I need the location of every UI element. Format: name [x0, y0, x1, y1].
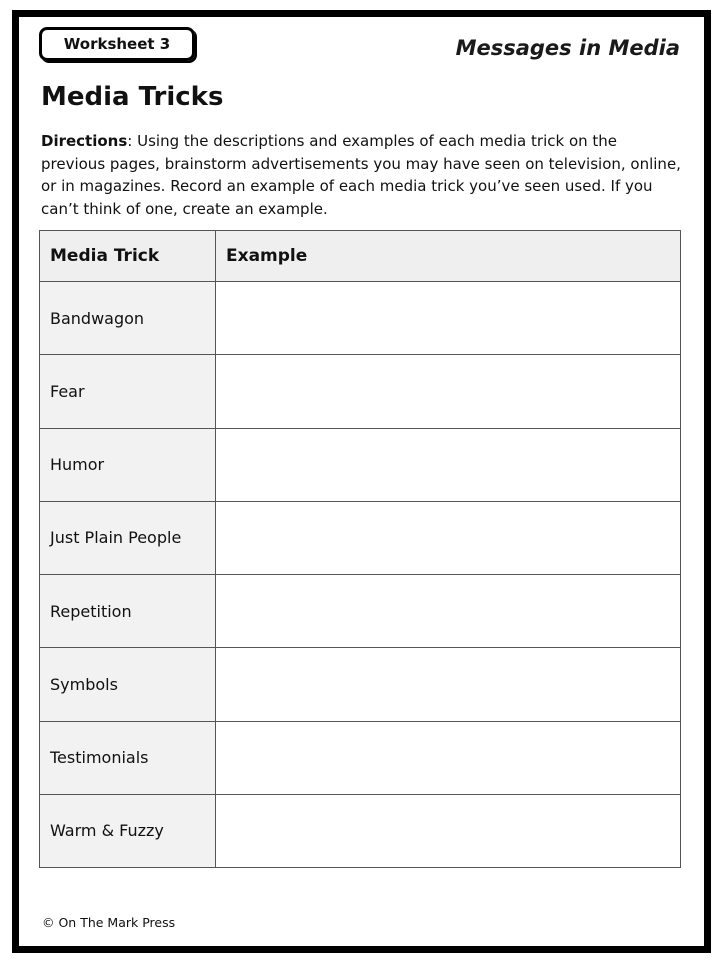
worksheet-badge [39, 27, 195, 61]
table-row [40, 355, 681, 428]
table-header-row [40, 231, 681, 282]
table-row [40, 501, 681, 574]
table-row [40, 428, 681, 501]
copyright-notice: © On The Mark Press [42, 915, 176, 930]
example-cell[interactable] [216, 575, 681, 648]
worksheet-badge-label: Worksheet 3 [63, 35, 171, 53]
table-row [40, 648, 681, 721]
trick-name-cell: Testimonials [40, 721, 216, 794]
trick-name-cell: Fear [40, 355, 216, 428]
trick-name-cell: Bandwagon [40, 282, 216, 355]
example-cell[interactable] [216, 355, 681, 428]
example-cell[interactable] [216, 428, 681, 501]
trick-name-cell: Warm & Fuzzy [40, 794, 216, 867]
header-example: Example [216, 231, 681, 282]
trick-name-cell: Symbols [40, 648, 216, 721]
series-title: Messages in Media [455, 36, 680, 60]
directions-paragraph [41, 130, 681, 221]
table-row [40, 794, 681, 867]
example-cell[interactable] [216, 721, 681, 794]
directions-label: Directions [41, 132, 128, 150]
media-tricks-table [39, 230, 681, 868]
example-cell[interactable] [216, 794, 681, 867]
header-media-trick: Media Trick [40, 231, 216, 282]
directions-text: : Using the descriptions and examples of each media trick on the previous pages, brainstorm advertisements you may have seen on television, online, or in magazines. Record an example of each media trick you’ve seen used. If you can’t think of one, create an example. [41, 132, 681, 219]
page-title: Media Tricks [41, 82, 224, 112]
trick-name-cell: Humor [40, 428, 216, 501]
example-cell[interactable] [216, 501, 681, 574]
table-row [40, 575, 681, 648]
table-row [40, 721, 681, 794]
example-cell[interactable] [216, 282, 681, 355]
example-cell[interactable] [216, 648, 681, 721]
trick-name-cell: Repetition [40, 575, 216, 648]
trick-name-cell: Just Plain People [40, 501, 216, 574]
table-row [40, 282, 681, 355]
